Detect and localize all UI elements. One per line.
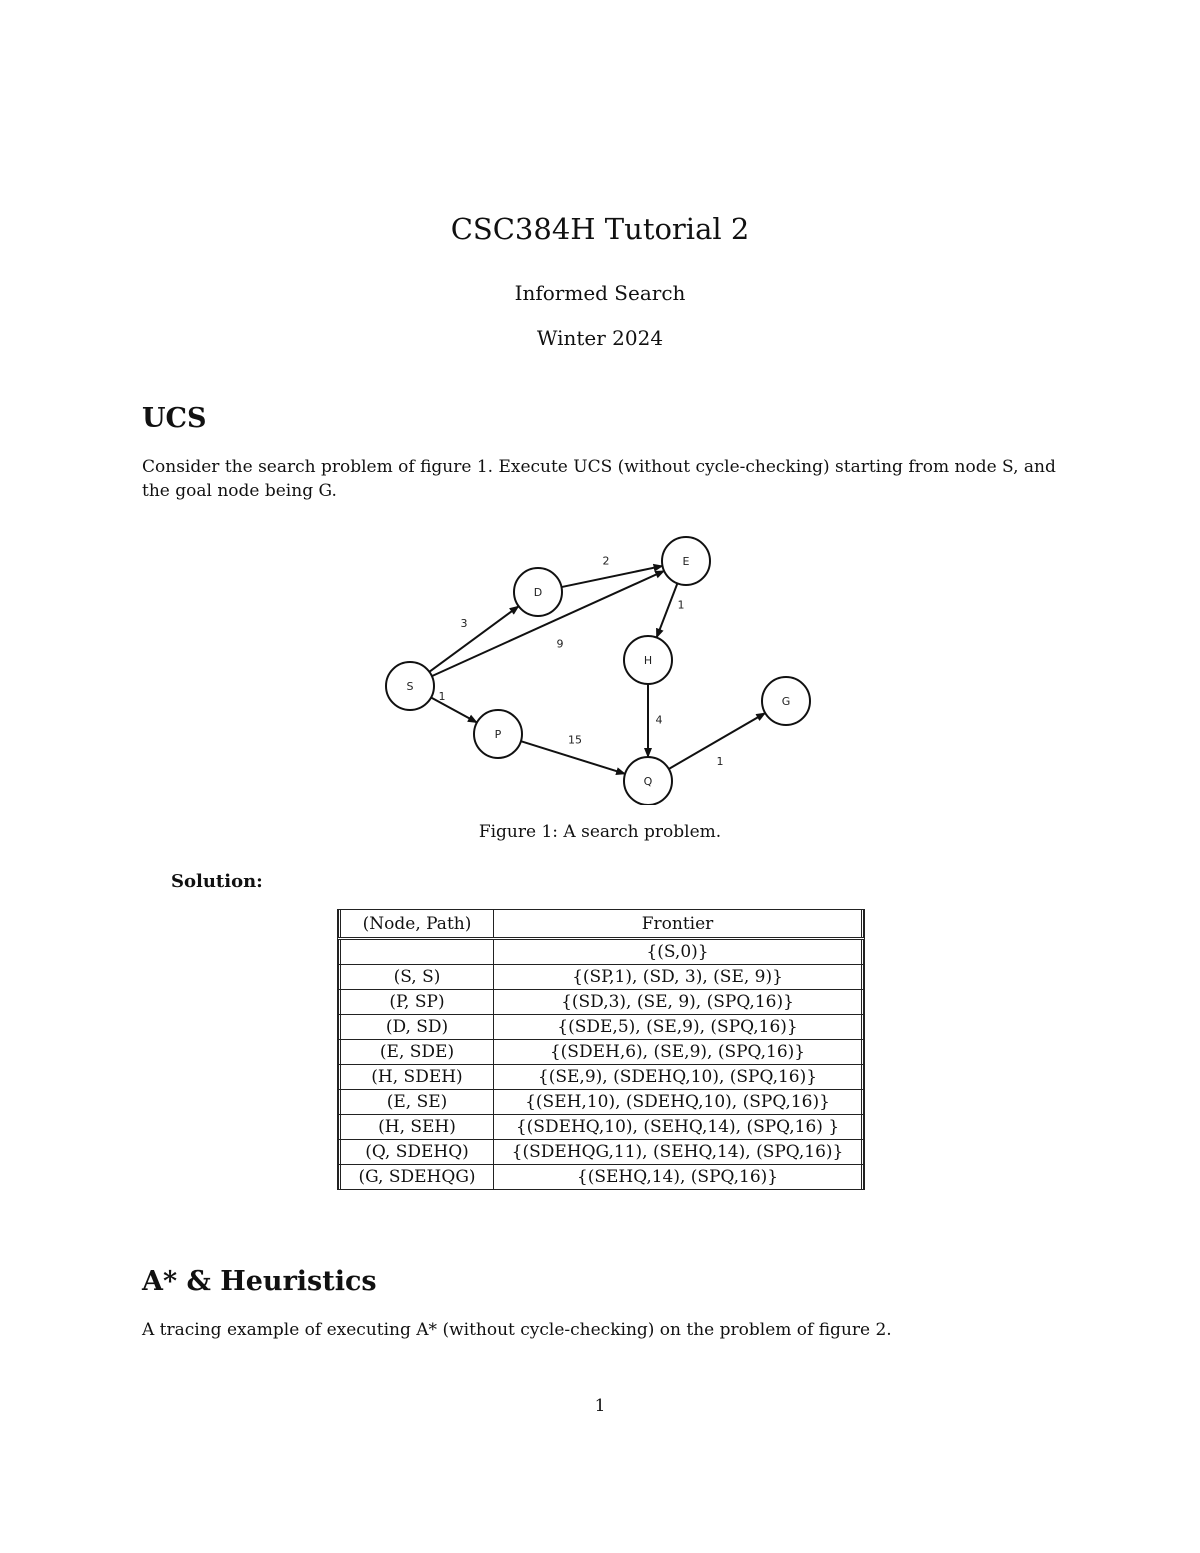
node-label: S bbox=[406, 680, 414, 693]
cell-frontier: {(SDE,5), (SE,9), (SPQ,16)} bbox=[493, 1015, 864, 1039]
cell-node-path: (E, SDE) bbox=[338, 1040, 493, 1064]
graph-node-E bbox=[662, 537, 710, 585]
cell-node-path: (E, SE) bbox=[338, 1090, 493, 1114]
edge-cost-label: 2 bbox=[602, 554, 610, 568]
figure-caption: Figure 1: A search problem. bbox=[478, 822, 722, 842]
cell-node-path: (G, SDEHQG) bbox=[338, 1165, 493, 1189]
edge-cost-label: 9 bbox=[556, 637, 564, 651]
cell-frontier: {(SDEHQG,11), (SEHQ,14), (SPQ,16)} bbox=[493, 1140, 864, 1164]
cell-frontier: {(SDEH,6), (SE,9), (SPQ,16)} bbox=[493, 1040, 864, 1064]
edge-cost-label: 1 bbox=[677, 598, 685, 612]
cell-frontier: {(S,0)} bbox=[493, 940, 864, 964]
edge-cost-label: 1 bbox=[716, 755, 724, 768]
edge-cost-label: 1 bbox=[438, 690, 446, 703]
cell-frontier: {(SP,1), (SD, 3), (SE, 9)} bbox=[493, 965, 864, 989]
table-row bbox=[338, 1014, 864, 1039]
table-header-frontier: Frontier bbox=[493, 910, 864, 937]
cell-node-path: (S, S) bbox=[338, 965, 493, 989]
cell-node-path: (D, SD) bbox=[338, 1015, 493, 1039]
solution-label: Solution: bbox=[171, 871, 263, 892]
table-row bbox=[338, 1064, 864, 1089]
cell-frontier: {(SE,9), (SDEHQ,10), (SPQ,16)} bbox=[493, 1065, 864, 1089]
document-term: Winter 2024 bbox=[536, 326, 664, 350]
page-number: 1 bbox=[594, 1396, 606, 1416]
table-row bbox=[338, 937, 864, 964]
graph-node-S bbox=[386, 662, 434, 710]
cell-frontier: {(SD,3), (SE, 9), (SPQ,16)} bbox=[493, 990, 864, 1014]
node-label: P bbox=[494, 728, 502, 741]
graph-node-P bbox=[474, 710, 522, 758]
edge-cost-label: 15 bbox=[568, 733, 582, 747]
graph-node-Q bbox=[624, 757, 672, 805]
ucs-intro-paragraph: Consider the search problem of figure 1. Execute UCS (without cycle-checking) starting from node S, and the goal node being G. bbox=[142, 457, 1056, 501]
node-label: Q bbox=[643, 775, 653, 788]
table-header-node-path: (Node, Path) bbox=[338, 910, 493, 937]
edge-D-E bbox=[561, 566, 662, 587]
cell-node-path: (H, SDEH) bbox=[338, 1065, 493, 1089]
node-label: D bbox=[533, 586, 543, 599]
node-label: G bbox=[781, 695, 791, 708]
table-row bbox=[338, 1139, 864, 1164]
node-label: E bbox=[682, 555, 690, 568]
search-graph-figure bbox=[0, 525, 1200, 805]
table-row bbox=[338, 1114, 864, 1139]
cell-frontier: {(SDEHQ,10), (SEHQ,14), (SPQ,16) } bbox=[493, 1115, 864, 1139]
edge-S-D bbox=[429, 606, 518, 672]
table-row bbox=[338, 989, 864, 1014]
section-heading-ucs: UCS bbox=[142, 403, 207, 434]
table-row bbox=[338, 1089, 864, 1114]
cell-frontier: {(SEHQ,14), (SPQ,16)} bbox=[493, 1165, 864, 1189]
edge-E-H bbox=[657, 583, 678, 637]
node-label: H bbox=[643, 654, 653, 667]
table-row bbox=[338, 1164, 864, 1189]
astar-intro-paragraph: A tracing example of executing A* (without cycle-checking) on the problem of figure 2. bbox=[142, 1320, 892, 1340]
section-heading-astar: A* & Heuristics bbox=[142, 1266, 377, 1297]
graph-node-G bbox=[762, 677, 810, 725]
ucs-trace-table bbox=[337, 909, 865, 1190]
cell-node-path bbox=[338, 940, 493, 964]
graph-node-D bbox=[514, 568, 562, 616]
table-header-row bbox=[338, 910, 864, 937]
cell-node-path: (H, SEH) bbox=[338, 1115, 493, 1139]
document-title: CSC384H Tutorial 2 bbox=[450, 212, 750, 246]
document-subtitle: Informed Search bbox=[514, 281, 686, 305]
table-row bbox=[338, 1039, 864, 1064]
edge-cost-label: 4 bbox=[655, 713, 663, 727]
graph-node-H bbox=[624, 636, 672, 684]
table-row bbox=[338, 964, 864, 989]
cell-node-path: (P, SP) bbox=[338, 990, 493, 1014]
cell-frontier: {(SEH,10), (SDEHQ,10), (SPQ,16)} bbox=[493, 1090, 864, 1114]
edge-cost-label: 3 bbox=[460, 617, 468, 630]
cell-node-path: (Q, SDEHQ) bbox=[338, 1140, 493, 1164]
